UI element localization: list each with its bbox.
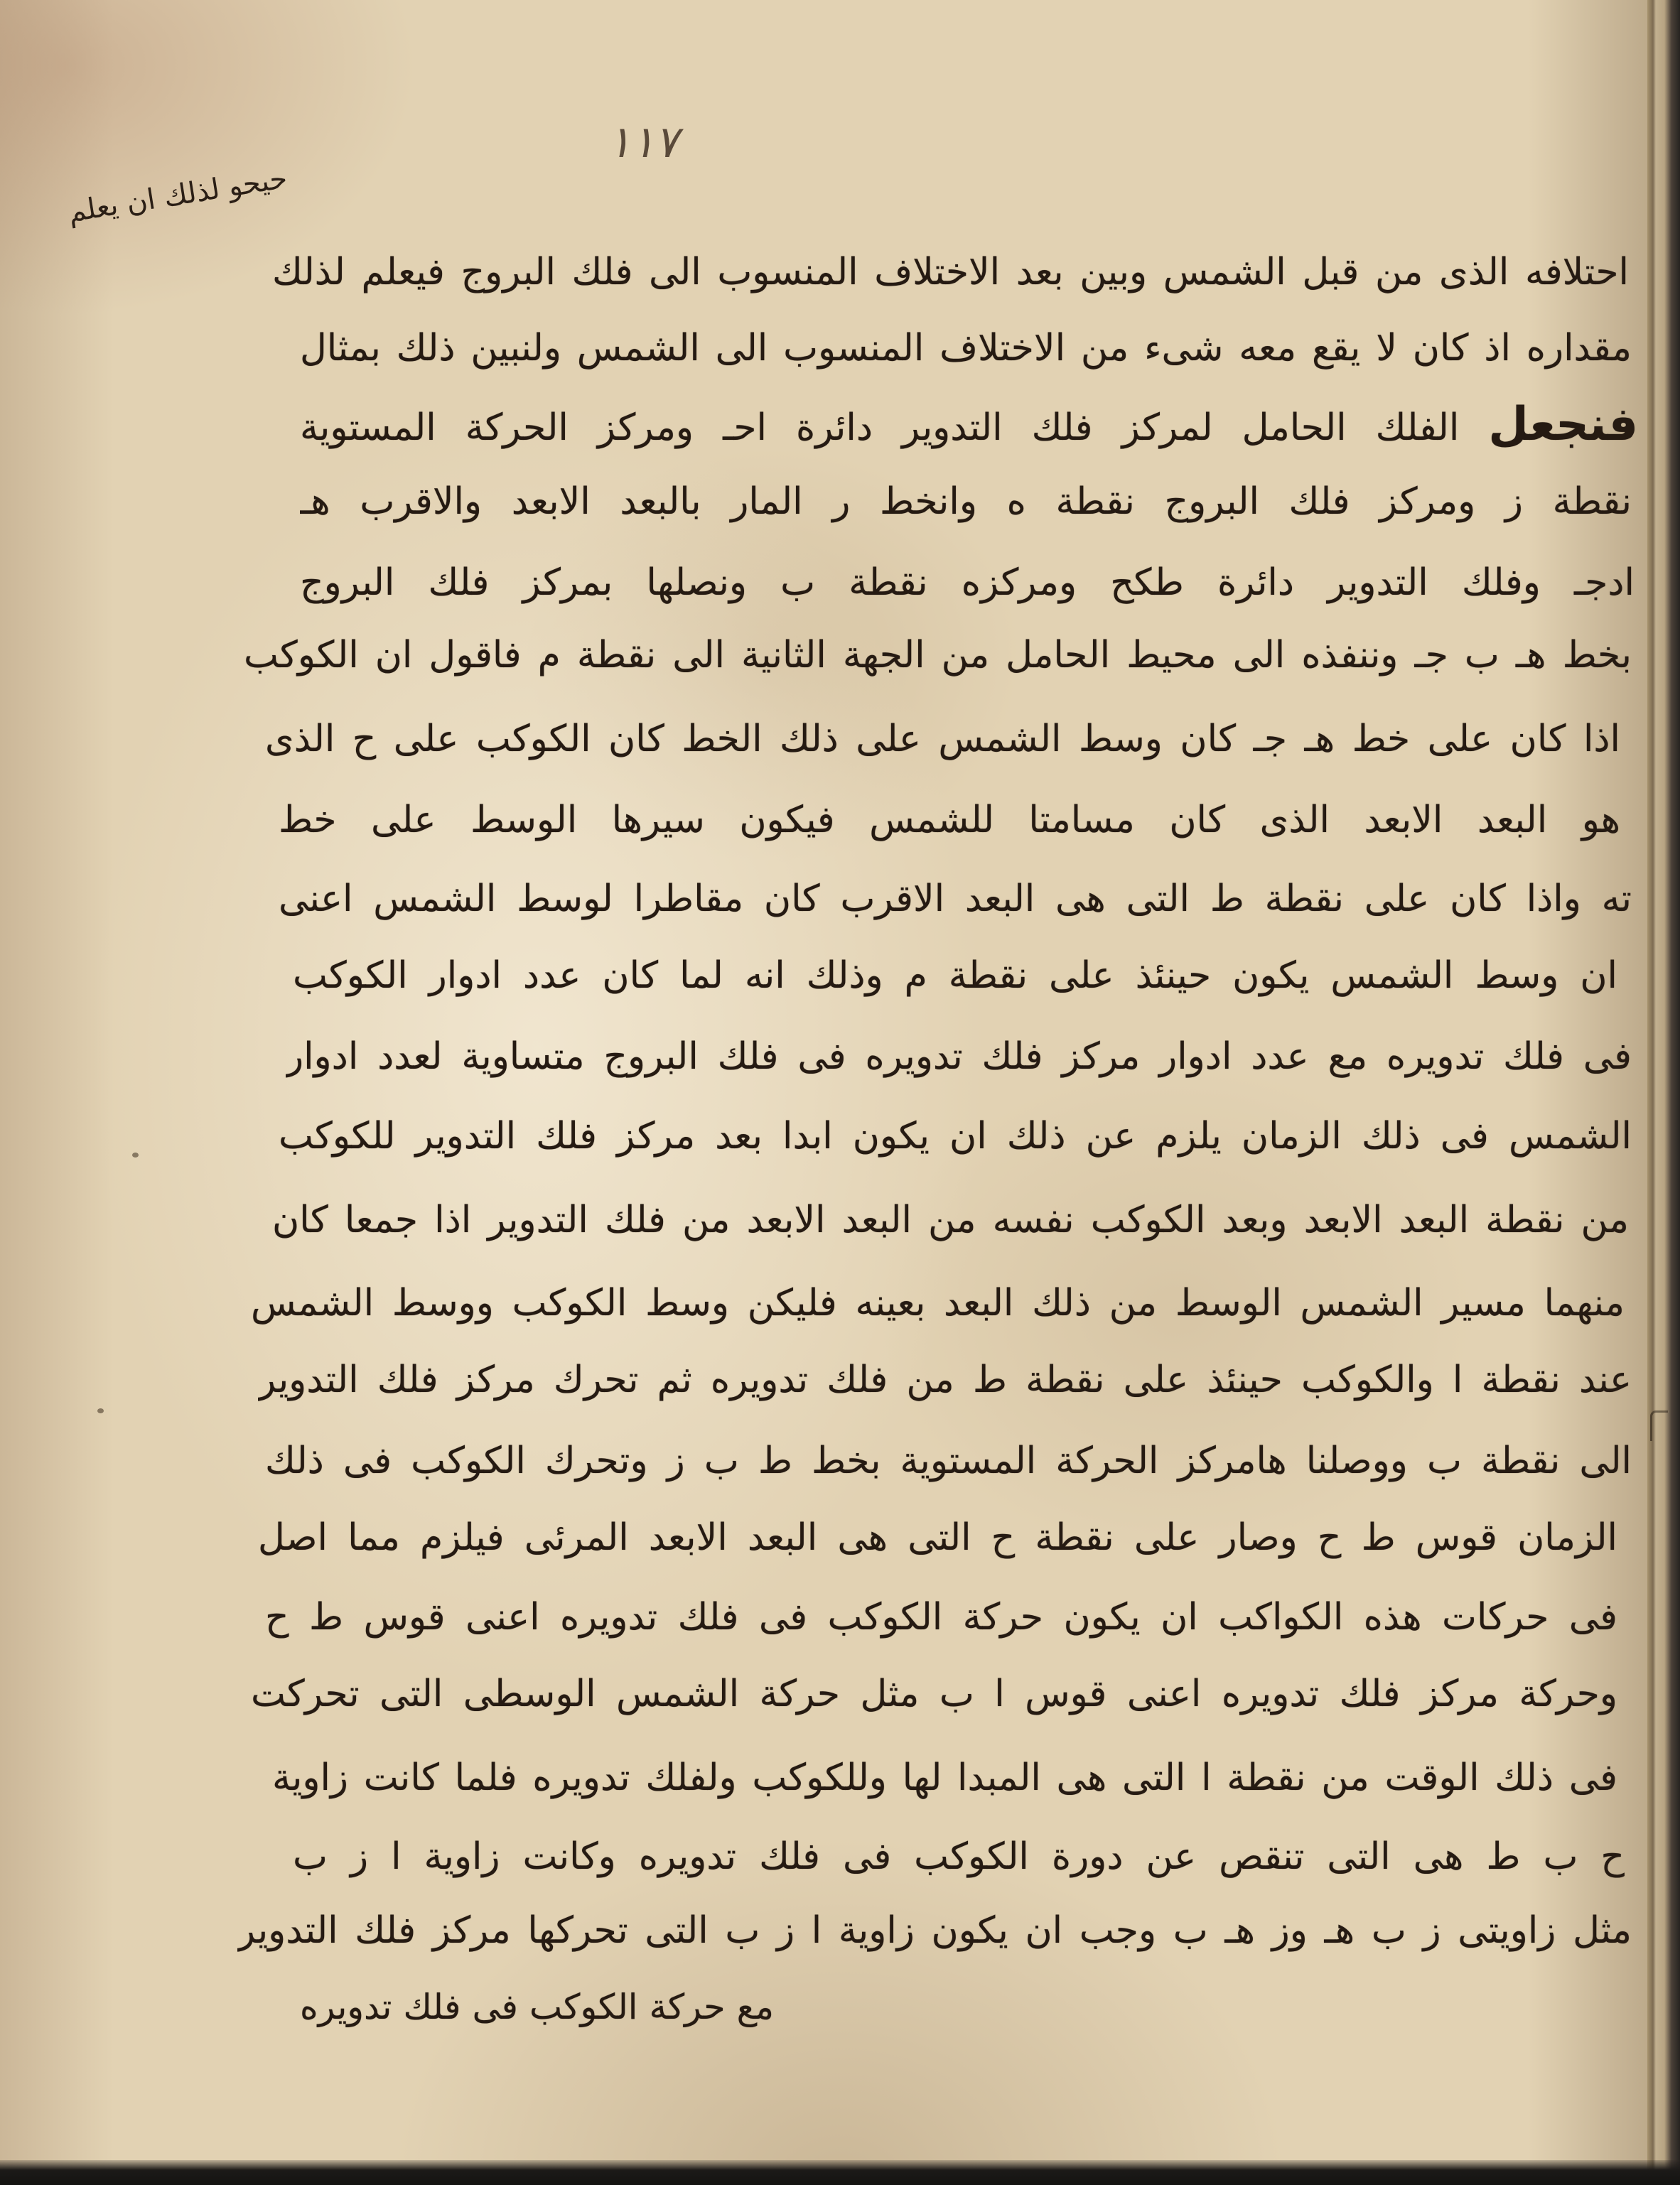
text-line-12: الشمس فى ذلك الزمان يلزم عن ذلك ان يكون ابدا بعد مركز فلك التدوير للكوكب <box>279 1115 1632 1158</box>
margin-note: حيحو لذلك ان يعلم <box>65 161 290 230</box>
text-line-21: ح ب ط هى التى تنقص عن دورة الكوكب فى فلك تدويره وكانت زاوية ا ز ب <box>293 1835 1625 1878</box>
text-line-19: وحركة مركز فلك تدويره اعنى قوس ا ب مثل حركة الشمس الوسطى التى تحركت <box>251 1673 1617 1715</box>
text-line-4: نقطة ز ومركز فلك البروج نقطة ه وانخط ر المار بالبعد الابعد والاقرب هـ <box>300 480 1632 523</box>
text-line-7: اذا كان على خط هـ جـ كان وسط الشمس على ذلك الخط كان الكوكب على ح الذى <box>265 718 1620 760</box>
text-line-20: فى ذلك الوقت من نقطة ا التى هى المبدا لها وللكوكب ولفلك تدويره فلما كانت زاوية <box>272 1757 1617 1799</box>
text-line-1: احتلافه الذى من قبل الشمس وبين بعد الاختلاف المنسوب الى فلك البروج فيعلم لذلك <box>272 251 1629 293</box>
text-line-22: مثل زاويتى ز ب هـ وز هـ ب وجب ان يكون زاوية ا ز ب التى تحركها مركز فلك التدوير <box>237 1909 1632 1952</box>
folio-number: ١١٧ <box>605 116 688 168</box>
emphasis-word: فنجعل <box>1488 398 1638 451</box>
text-line-16: الى نقطة ب ووصلنا هامركز الحركة المستوية بخط ط ب ز وتحرك الكوكب فى ذلك <box>265 1440 1632 1482</box>
text-line-9: ته واذا كان على نقطة ط التى هى البعد الاقرب كان مقاطرا لوسط الشمس اعنى <box>279 878 1632 920</box>
bottom-edge <box>0 2160 1680 2185</box>
text-line-11: فى فلك تدويره مع عدد ادوار مركز فلك تدويره فى فلك البروج متساوية لعدد ادوار <box>286 1035 1632 1078</box>
text-line-14: منهما مسير الشمس الوسط من ذلك البعد بعينه فليكن وسط الكوكب ووسط الشمس <box>251 1282 1625 1325</box>
text-line-15: عند نقطة ا والكوكب حينئذ على نقطة ط من فلك تدويره ثم تحرك مركز فلك التدوير <box>258 1359 1632 1401</box>
text-line-10: ان وسط الشمس يكون حينئذ على نقطة م وذلك انه لما كان عدد ادوار الكوكب <box>293 954 1617 997</box>
ink-speck <box>132 1153 139 1158</box>
text-line-5: ادجـ وفلك التدوير دائرة طكح ومركزه نقطة ب ونصلها بمركز فلك البروج <box>300 561 1635 604</box>
ink-speck <box>97 1408 104 1413</box>
text-line-3 <box>300 389 1638 460</box>
text-line-17: الزمان قوس ط ح وصار على نقطة ح التى هى البعد الابعد المرئى فيلزم مما اصل <box>258 1516 1617 1559</box>
edge-mark <box>1650 1410 1668 1441</box>
text-line-2: مقداره اذ كان لا يقع معه شىء من الاختلاف المنسوب الى الشمس ولنبين ذلك بمثال <box>300 327 1632 369</box>
text-line-8: هو البعد الابعد الذى كان مسامتا للشمس فيكون سيرها الوسط على خط <box>279 799 1620 841</box>
text-line-23: مع حركة الكوكب فى فلك تدويره <box>300 1987 774 2027</box>
text-line-3-rest: الفلك الحامل لمركز فلك التدوير دائرة احـ ومركز الحركة المستوية <box>300 406 1460 449</box>
text-line-13: من نقطة البعد الابعد وبعد الكوكب نفسه من البعد الابعد من فلك التدوير اذا جمعا كان <box>272 1199 1629 1241</box>
binding-edge <box>1647 0 1680 2185</box>
text-line-18: فى حركات هذه الكواكب ان يكون حركة الكوكب فى فلك تدويره اعنى قوس ط ح <box>265 1596 1617 1639</box>
text-line-6: بخط هـ ب جـ وننفذه الى محيط الحامل من الجهة الثانية الى نقطة م فاقول ان الكوكب <box>244 634 1632 676</box>
